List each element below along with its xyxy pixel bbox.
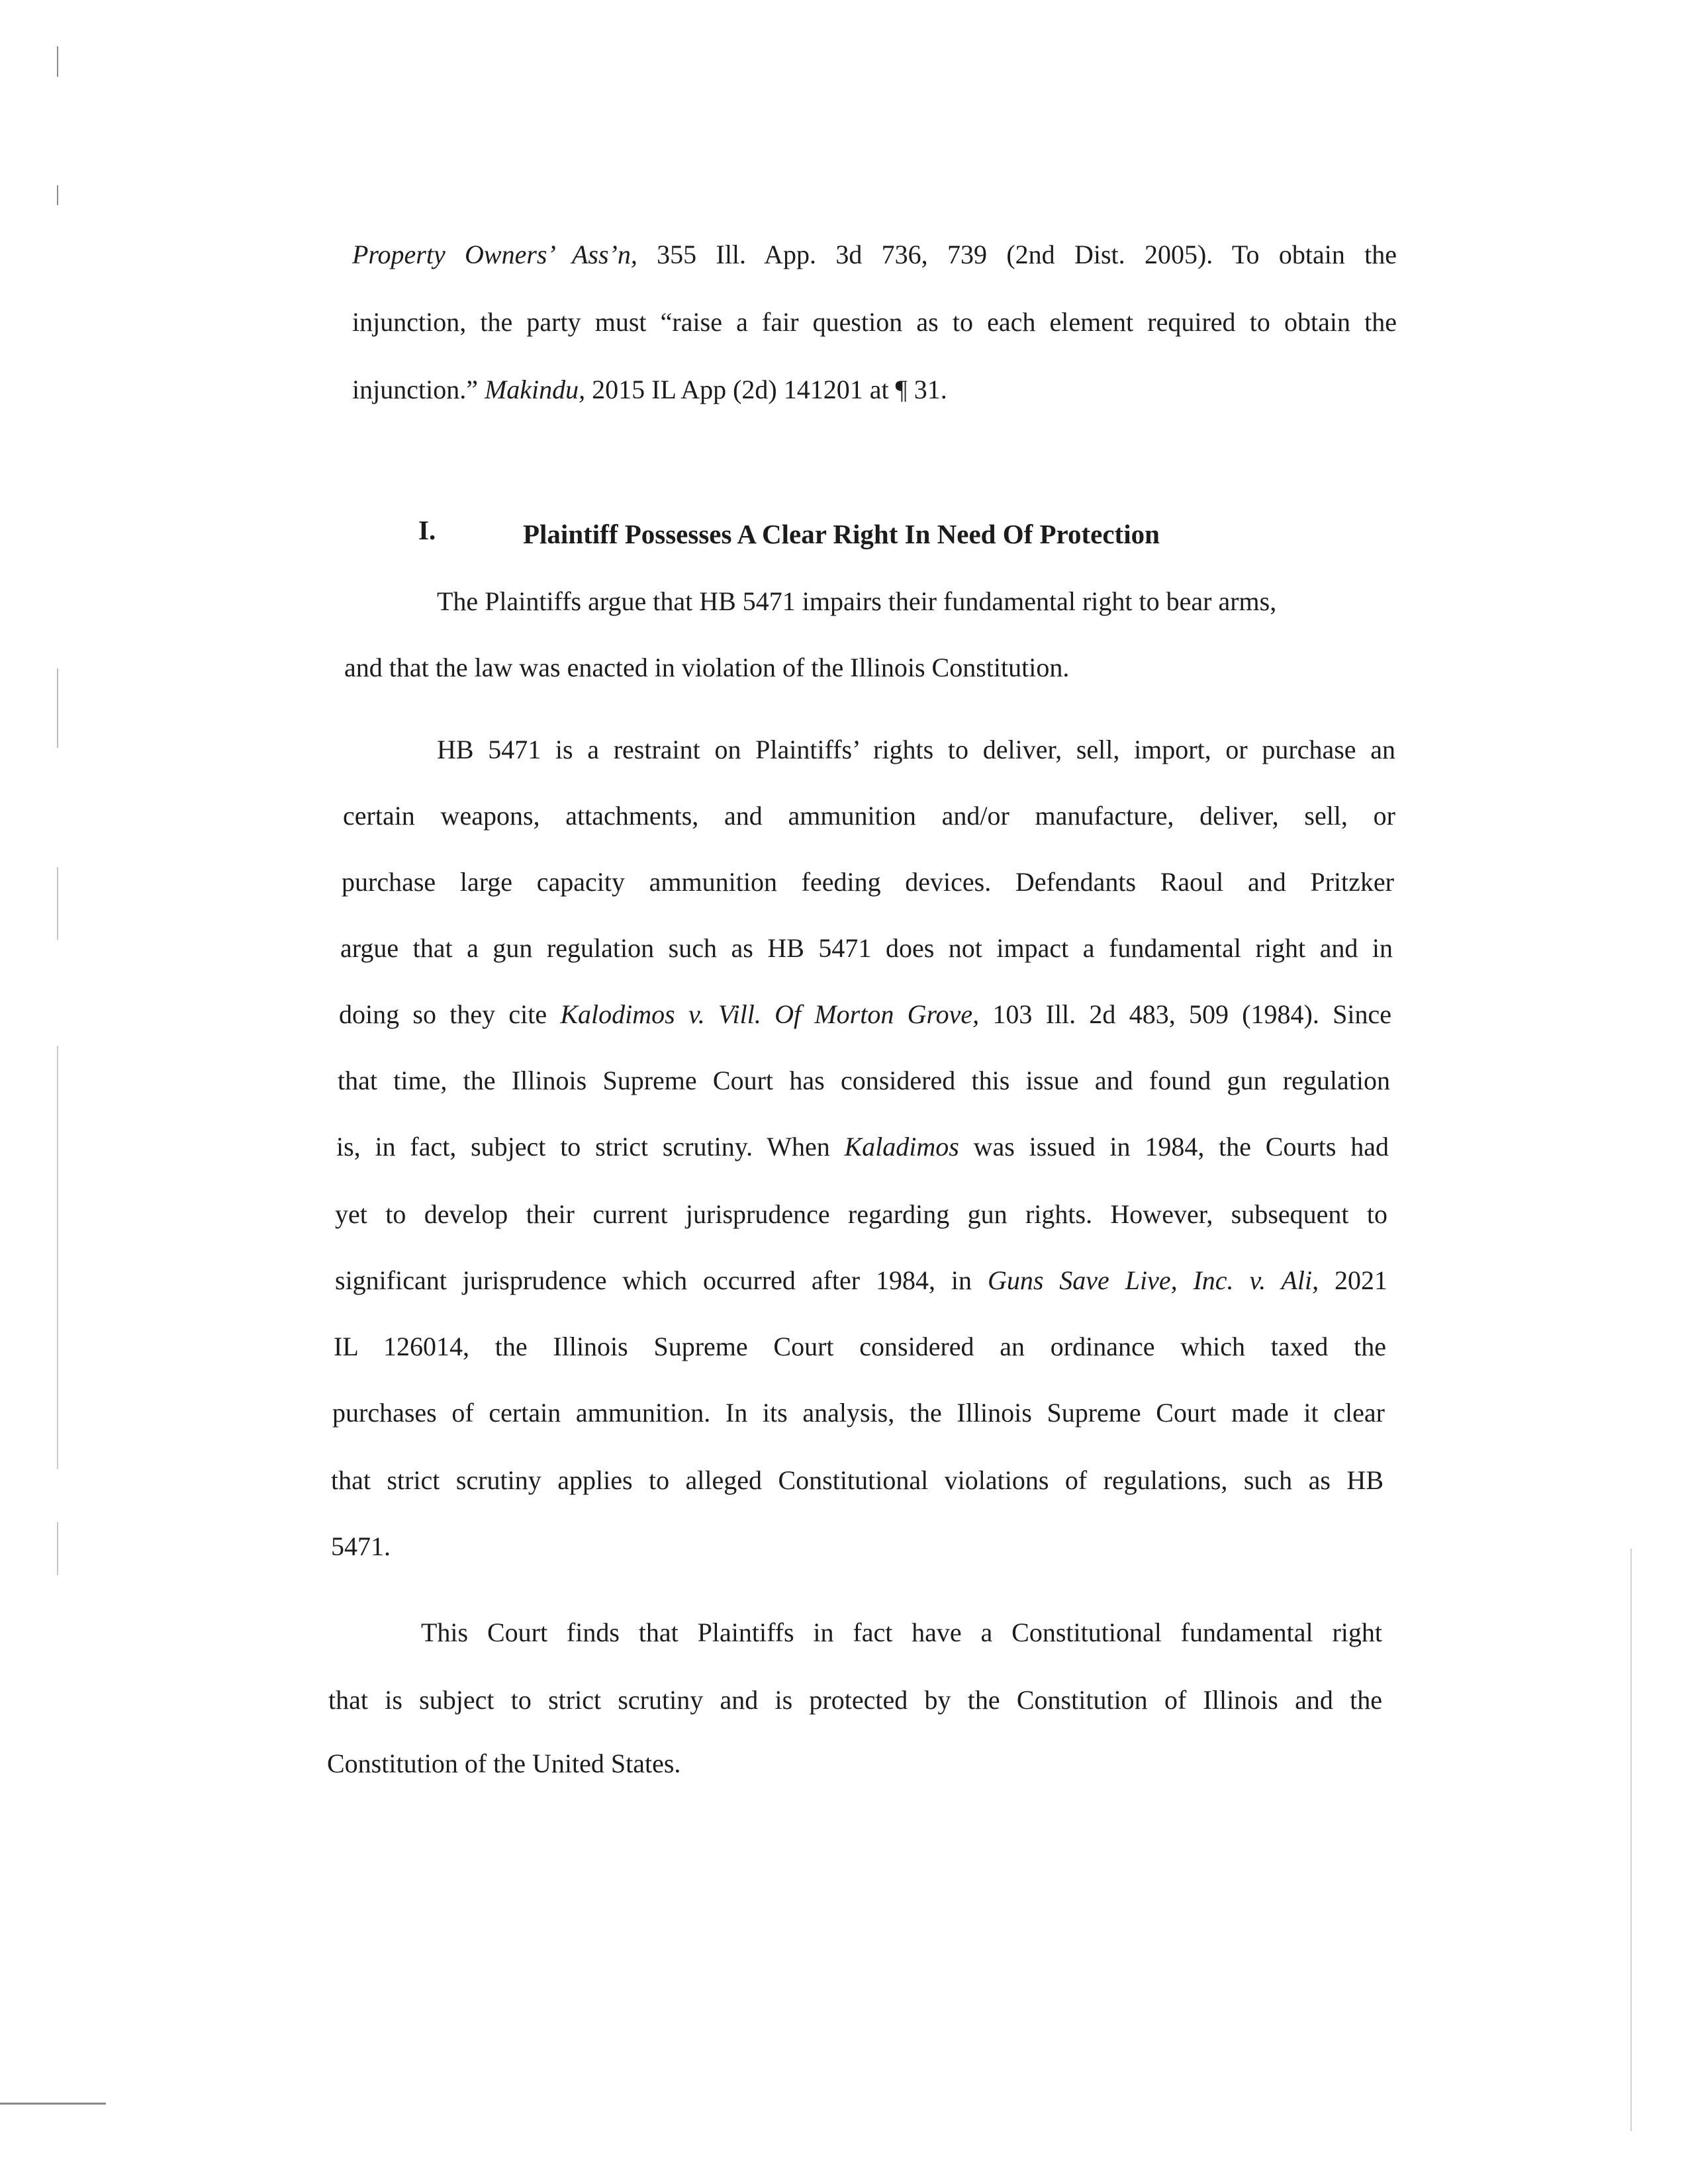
paragraph-2-line-3: purchase large capacity ammunition feeding devices. Defendants Raoul and Pritzker (342, 867, 1394, 897)
paragraph-2-line-9: significant jurisprudence which occurred after 1984, in Guns Save Live, Inc. v. Ali, 2021 (335, 1265, 1388, 1295)
scan-artifact-left-5 (57, 1046, 58, 1469)
paragraph-1-line-1: The Plaintiffs argue that HB 5471 impairs their fundamental right to bear arms, (437, 586, 1277, 616)
scan-artifact-left-1 (57, 46, 58, 77)
intro-line-3: injunction.” Makindu, 2015 IL App (2d) 141201 at ¶ 31. (352, 375, 947, 404)
paragraph-2-line-2: certain weapons, attachments, and ammunition and/or manufacture, deliver, sell, or (343, 801, 1395, 831)
paragraph-2-line-5: doing so they cite Kalodimos v. Vill. Of Morton Grove, 103 Ill. 2d 483, 509 (1984). Since (339, 999, 1391, 1029)
paragraph-1-line-2: and that the law was enacted in violation of the Illinois Constitution. (344, 653, 1070, 682)
paragraph-2-line-1: HB 5471 is a restraint on Plaintiffs’ rights to deliver, sell, import, or purchase an (437, 735, 1395, 764)
case-citation: Makindu, (484, 375, 586, 404)
scan-artifact-bottom-rule (0, 2103, 106, 2105)
case-citation: Kaladimos (844, 1132, 959, 1161)
paragraph-2-line-6: that time, the Illinois Supreme Court has considered this issue and found gun regulation (338, 1066, 1390, 1095)
paragraph-3-line-2: that is subject to strict scrutiny and is protected by the Constitution of Illinois and the (328, 1685, 1382, 1715)
case-citation: Guns Save Live, Inc. v. Ali, (987, 1265, 1319, 1295)
section-heading: Plaintiff Possesses A Clear Right In Need Of Protection (523, 519, 1160, 549)
scan-artifact-right (1630, 1549, 1632, 2131)
paragraph-3-line-3: Constitution of the United States. (327, 1749, 681, 1778)
case-citation: Property Owners’ Ass’n, (352, 240, 637, 269)
paragraph-2-line-11: purchases of certain ammunition. In its analysis, the Illinois Supreme Court made it clear (332, 1398, 1385, 1428)
scan-artifact-left-4 (57, 867, 58, 940)
paragraph-2-line-13: 5471. (331, 1531, 391, 1561)
paragraph-2-line-12: that strict scrutiny applies to alleged Constitutional violations of regulations, such as HB (331, 1465, 1383, 1495)
paragraph-2-line-10: IL 126014, the Illinois Supreme Court considered an ordinance which taxed the (334, 1332, 1386, 1361)
paragraph-2-line-8: yet to develop their current jurisprudence regarding gun rights. However, subsequent to (335, 1199, 1387, 1229)
intro-line-2: injunction, the party must “raise a fair question as to each element required to obtain the (352, 307, 1397, 337)
paragraph-3-line-1: This Court finds that Plaintiffs in fact have a Constitutional fundamental right (421, 1617, 1382, 1647)
case-citation: Kalodimos v. Vill. Of Morton Grove, (560, 999, 980, 1029)
scan-artifact-left-3 (57, 668, 58, 748)
scan-artifact-left-6 (57, 1522, 58, 1575)
intro-line-1: Property Owners’ Ass’n, 355 Ill. App. 3d 736, 739 (2nd Dist. 2005). To obtain the (352, 240, 1397, 269)
paragraph-2-line-7: is, in fact, subject to strict scrutiny. When Kaladimos was issued in 1984, the Courts had (336, 1132, 1389, 1161)
paragraph-2-line-4: argue that a gun regulation such as HB 5471 does not impact a fundamental right and in (340, 933, 1393, 963)
scan-artifact-left-2 (57, 185, 58, 205)
section-number: I. (418, 515, 436, 545)
